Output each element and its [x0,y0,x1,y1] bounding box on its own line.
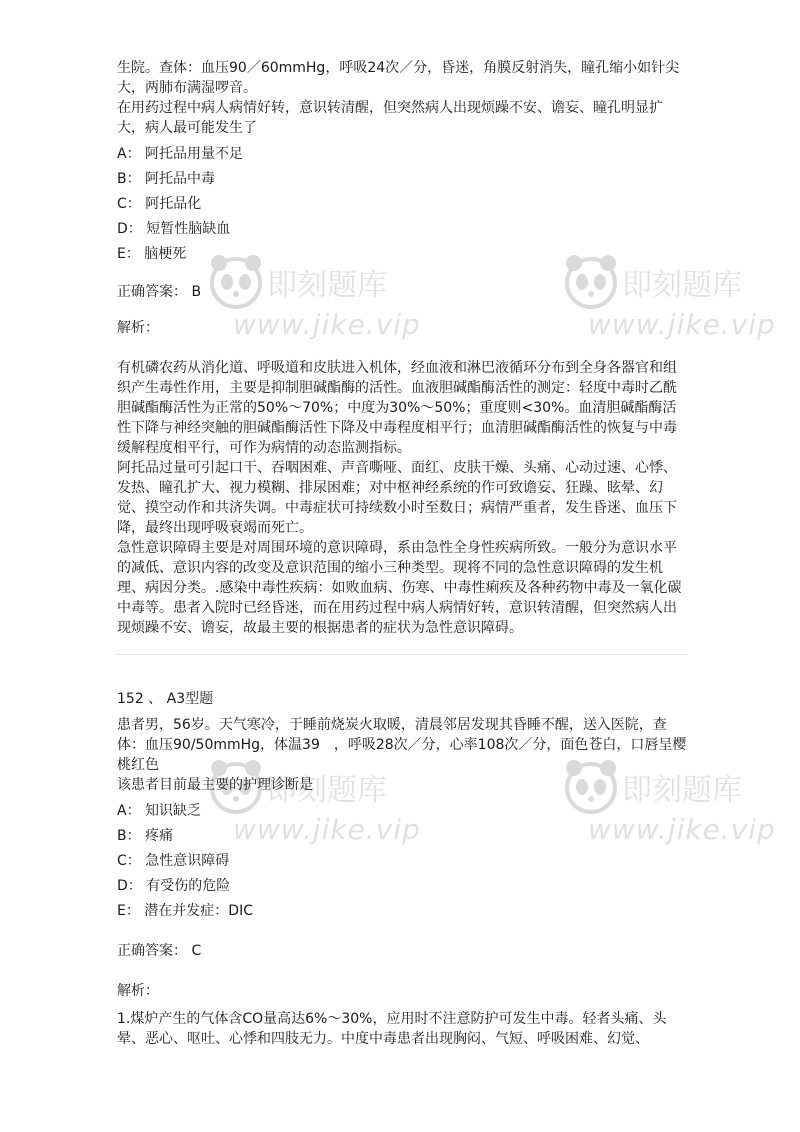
question-header: 152 、 A3型题 [117,691,214,707]
option-a[interactable]: A： 阿托品用量不足 [117,146,244,162]
watermark-url: www.jike.vip [588,308,776,341]
section-divider [117,654,687,655]
option-a[interactable]: A： 知识缺乏 [117,803,202,819]
analysis-paragraph: 急性意识障碍主要是对周围环境的意识障碍，系由急性全身性疾病所致。一般分为意识水平的减低、意识内容的改变及意识范围的缩小三种类型。现将不同的急性意识障碍的发生机理、病因分类。.感染中毒性疾病：如败血病、伤寒、中毒性痢疾及各种药物中毒及一氧化碳中毒等。患者入院时已经昏迷，而在用药过程中病人病情好转，意识转清醒，但突然病人出现烦躁不安、谵妄，故最主要的根据患者的症状为急性意识障碍。 [117,540,682,636]
option-e[interactable]: E： 脑梗死 [117,246,187,262]
watermark-brand: 即刻题库 [267,773,387,808]
option-e[interactable]: E： 潜在并发症：DIC [117,903,253,919]
option-list [117,801,687,921]
option-list [117,144,687,264]
option-c[interactable]: C： 阿托品化 [117,196,202,212]
option-c[interactable]: C： 急性意识障碍 [117,853,230,869]
analysis-paragraph: 有机磷农药从消化道、呼吸道和皮肤进入机体，经血液和淋巴液循环分布到全身各器官和组织产生毒性作用，主要是抑制胆碱酯酶的活性。血液胆碱酯酶活性的测定：轻度中毒时乙酰胆碱酯酶活性为正常的50%～70%；中度为30%～50%；重度则<30%。血清胆碱酯酶活性下降与神经突触的胆碱酯酶活性下降及中毒程度相平行；血清胆碱酯酶活性的恢复与中毒缓解程度相平行，可作为病情的动态监测指标。 [117,360,677,456]
watermark-brand: 即刻题库 [622,268,742,303]
question-151 [117,58,687,638]
analysis-paragraph: 阿托品过量可引起口干、吞咽困难、声音嘶哑、面红、皮肤干燥、头痛、心动过速、心悸、发热、瞳孔扩大、视力模糊、排尿困难；对中枢神经系统的作可致谵妄、狂躁、眩晕、幻觉、摸空动作和共济失调。中毒症状可持续数小时至数日；病情严重者，发生昏迷、血压下降，最终出现呼吸衰竭而死亡。 [117,460,677,536]
analysis-label: 解析： [117,320,159,336]
question-text: 该患者目前最主要的护理诊断是 [117,777,313,793]
analysis-body [117,358,687,638]
option-b[interactable]: B： 疼痛 [117,828,174,844]
watermark-url: www.jike.vip [588,813,776,846]
question-152 [117,689,687,1049]
option-b[interactable]: B： 阿托品中毒 [117,171,216,187]
question-stem: 生院。查体：血压90／60mmHg，呼吸24次／分，昏迷，角膜反射消失，瞳孔缩小如针尖大，两肺布满湿啰音。 [117,60,680,96]
watermark-brand: 即刻题库 [622,773,742,808]
option-d[interactable]: D： 有受伤的危险 [117,878,231,894]
question-stem: 患者男，56岁。天气寒冷，于睡前烧炭火取暖，清晨邻居发现其昏睡不醒，送入医院，查体：血压90/50mmHg，体温39 ，呼吸28次／分，心率108次／分，面色苍白，口唇呈樱桃红色 [117,717,687,773]
option-d[interactable]: D： 短暂性脑缺血 [117,221,231,237]
watermark-url: www.jike.vip [233,813,421,846]
watermark-brand: 即刻题库 [267,268,387,303]
correct-answer: 正确答案： C [117,943,202,959]
analysis-label: 解析： [117,983,159,999]
document-page [117,58,687,1049]
correct-answer: 正确答案： B [117,284,202,300]
question-text: 在用药过程中病人病情好转，意识转清醒，但突然病人出现烦躁不安、谵妄、瞳孔明显扩大，病人最可能发生了 [117,100,663,136]
watermark-url: www.jike.vip [233,308,421,341]
analysis-paragraph: 1.煤炉产生的气体含CO量高达6%～30%，应用时不注意防护可发生中毒。轻者头痛、头晕、恶心、呕吐、心悸和四肢无力。中度中毒患者出现胸闷、气短、呼吸困难、幻觉、 [117,1011,667,1047]
